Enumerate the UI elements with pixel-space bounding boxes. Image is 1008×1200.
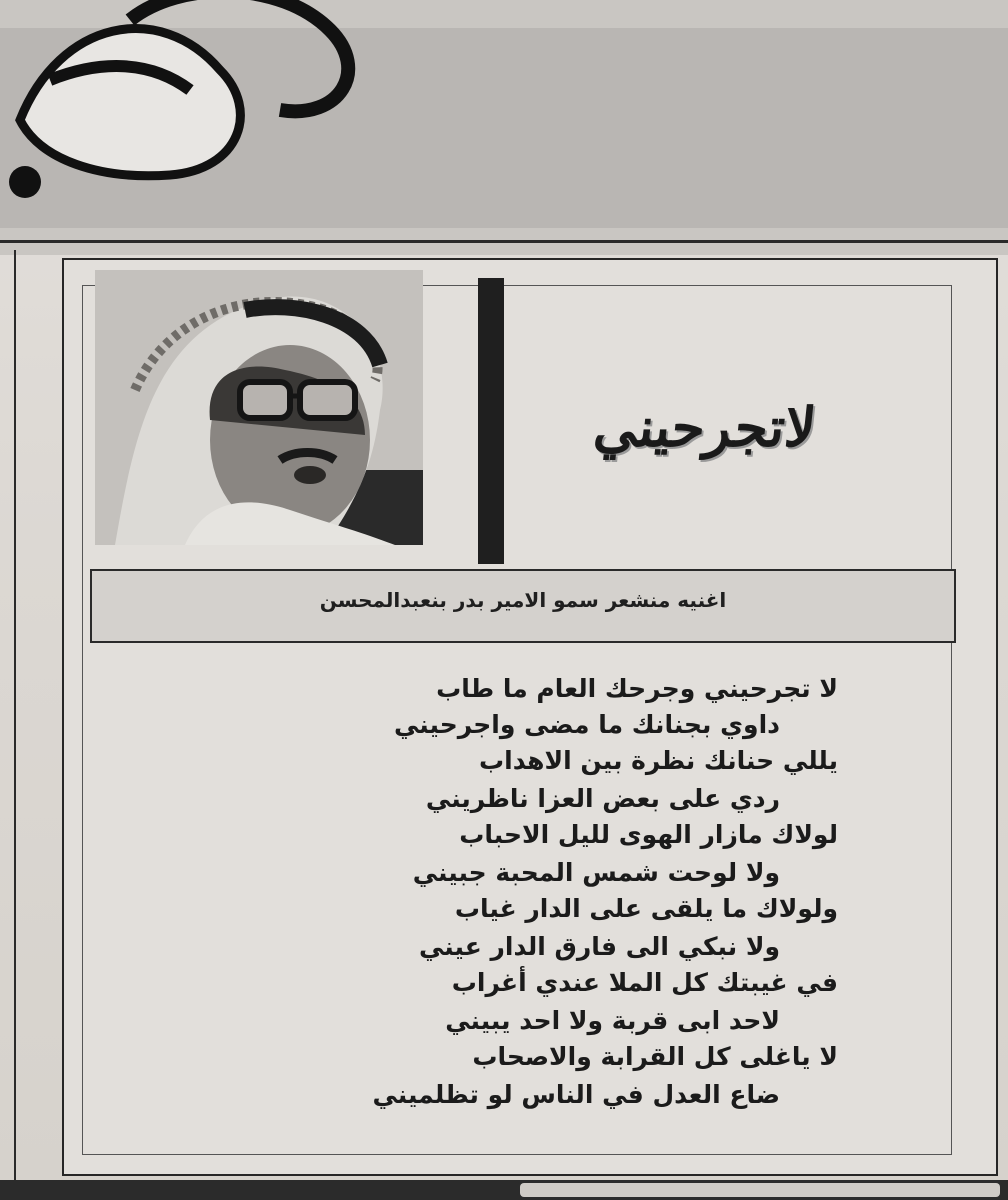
adjacent-column xyxy=(0,250,16,1180)
column-divider xyxy=(478,278,504,564)
poem-line: ردي على بعض العزا ناظريني xyxy=(425,784,780,813)
poem-line: لولاك مازار الهوى لليل الاحباب xyxy=(459,820,838,849)
poem-line: ولا نبكي الى فارق الدار عيني xyxy=(419,932,780,961)
article-subtitle: اغنيه منشعر سمو الامير بدر بنعبدالمحسن xyxy=(319,588,727,612)
bottom-rule-gap xyxy=(520,1183,1000,1197)
poem-line: يللي حنانك نظرة بين الاهداب xyxy=(479,746,838,775)
masthead-rule xyxy=(0,240,1008,243)
poem-line: في غيبتك كل الملا عندي أغراب xyxy=(451,968,838,997)
poem-line: ضاع العدل في الناس لو تظلميني xyxy=(372,1080,780,1109)
poem-line: لا ياغلى كل القرابة والاصحاب xyxy=(472,1042,838,1071)
portrait-photo-icon xyxy=(95,270,423,545)
masthead-logo-icon xyxy=(0,0,380,220)
article-title: لاتجرحيني xyxy=(590,395,820,459)
page-bottom-rule xyxy=(0,1180,1008,1200)
poem-line: لا تجرحيني وجرحك العام ما طاب xyxy=(436,674,838,703)
poem-line: لاحد ابى قربة ولا احد يبيني xyxy=(445,1006,780,1035)
poem-line: ولولاك ما يلقى على الدار غياب xyxy=(454,894,838,923)
poem-line: داوي بجنانك ما مضى واجرحيني xyxy=(394,710,780,739)
masthead-band xyxy=(0,0,1008,255)
poem-line: ولا لوحت شمس المحبة جبيني xyxy=(412,858,780,887)
